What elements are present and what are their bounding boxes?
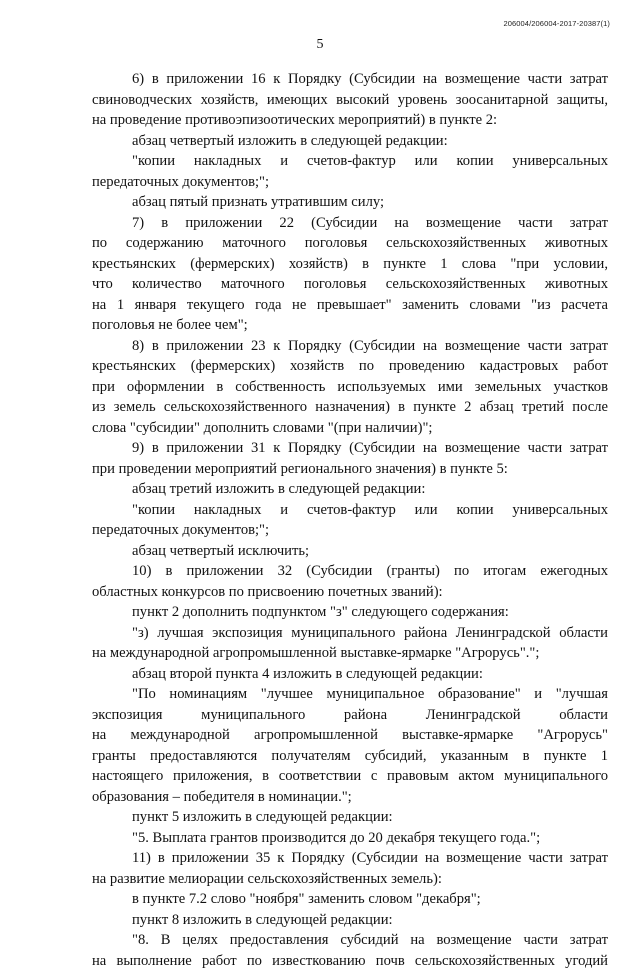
text-line: настоящего приложения, в соответствии с правовым актом муниципального bbox=[92, 766, 608, 787]
text-line: пункт 2 дополнить подпунктом "з" следующего содержания: bbox=[92, 602, 608, 623]
text-line: при оформлении в собственность используемых ими земельных участков bbox=[92, 377, 608, 398]
text-line: на выполнение работ по известкованию почв сельскохозяйственных угодий bbox=[92, 951, 608, 971]
text-line: 7) в приложении 22 (Субсидии на возмещение части затрат bbox=[92, 213, 608, 234]
text-line: на 1 января текущего года не превышает" заменить словами "из расчета bbox=[92, 295, 608, 316]
text-line: 6) в приложении 16 к Порядку (Субсидии на возмещение части затрат bbox=[92, 69, 608, 90]
text-line: абзац второй пункта 4 изложить в следующей редакции: bbox=[92, 664, 608, 685]
text-line: "8. В целях предоставления субсидий на возмещение части затрат bbox=[92, 930, 608, 951]
text-line: из земель сельскохозяйственного назначения) в пункте 2 абзац третий после bbox=[92, 397, 608, 418]
text-line: пункт 8 изложить в следующей редакции: bbox=[92, 910, 608, 931]
text-line: в пункте 7.2 слово "ноября" заменить словом "декабря"; bbox=[92, 889, 608, 910]
text-line: гранты предоставляются получателям субсидий, указанным в пункте 1 bbox=[92, 746, 608, 767]
text-line: абзац четвертый исключить; bbox=[92, 541, 608, 562]
text-line: абзац пятый признать утратившим силу; bbox=[92, 192, 608, 213]
text-line: что количество маточного поголовья сельскохозяйственных животных bbox=[92, 274, 608, 295]
text-line: 10) в приложении 32 (Субсидии (гранты) по итогам ежегодных bbox=[92, 561, 608, 582]
text-line: свиноводческих хозяйств, имеющих высокий уровень зоосанитарной защиты, bbox=[92, 90, 608, 111]
text-line: абзац четвертый изложить в следующей редакции: bbox=[92, 131, 608, 152]
text-line: 9) в приложении 31 к Порядку (Субсидии на возмещение части затрат bbox=[92, 438, 608, 459]
text-line: при проведении мероприятий регионального значения) в пункте 5: bbox=[92, 459, 608, 480]
text-line: "По номинациям "лучшее муниципальное образование" и "лучшая bbox=[92, 684, 608, 705]
text-line: "копии накладных и счетов-фактур или копии универсальных bbox=[92, 500, 608, 521]
text-line: экспозиция муниципального района Ленинградской области bbox=[92, 705, 608, 726]
text-line: крестьянских (фермерских) хозяйств по проведению кадастровых работ bbox=[92, 356, 608, 377]
text-line: "з) лучшая экспозиция муниципального района Ленинградской области bbox=[92, 623, 608, 644]
page-number: 5 bbox=[0, 37, 640, 53]
text-line: на международной агропромышленной выставке-ярмарке "Агрорусь" bbox=[92, 725, 608, 746]
text-line: крестьянских (фермерских) хозяйств) в пункте 1 слова "при условии, bbox=[92, 254, 608, 275]
document-id: 206004/206004-2017-20387(1) bbox=[503, 19, 610, 28]
text-line: на проведение противоэпизоотических мероприятий) в пункте 2: bbox=[92, 110, 608, 131]
document-body bbox=[92, 69, 608, 971]
text-line: слова "субсидии" дополнить словами "(при наличии)"; bbox=[92, 418, 608, 439]
text-line: 8) в приложении 23 к Порядку (Субсидии на возмещение части затрат bbox=[92, 336, 608, 357]
text-line: передаточных документов;"; bbox=[92, 520, 608, 541]
text-line: на международной агропромышленной выставке-ярмарке "Агрорусь"."; bbox=[92, 643, 608, 664]
text-line: на развитие мелиорации сельскохозяйственных земель): bbox=[92, 869, 608, 890]
text-line: "копии накладных и счетов-фактур или копии универсальных bbox=[92, 151, 608, 172]
text-line: образования – победителя в номинации."; bbox=[92, 787, 608, 808]
text-line: пункт 5 изложить в следующей редакции: bbox=[92, 807, 608, 828]
text-line: абзац третий изложить в следующей редакции: bbox=[92, 479, 608, 500]
text-line: "5. Выплата грантов производится до 20 декабря текущего года."; bbox=[92, 828, 608, 849]
text-line: областных конкурсов по присвоению почетных званий): bbox=[92, 582, 608, 603]
text-line: передаточных документов;"; bbox=[92, 172, 608, 193]
text-line: по содержанию маточного поголовья сельскохозяйственных животных bbox=[92, 233, 608, 254]
text-line: 11) в приложении 35 к Порядку (Субсидии на возмещение части затрат bbox=[92, 848, 608, 869]
text-line: поголовья не более чем"; bbox=[92, 315, 608, 336]
